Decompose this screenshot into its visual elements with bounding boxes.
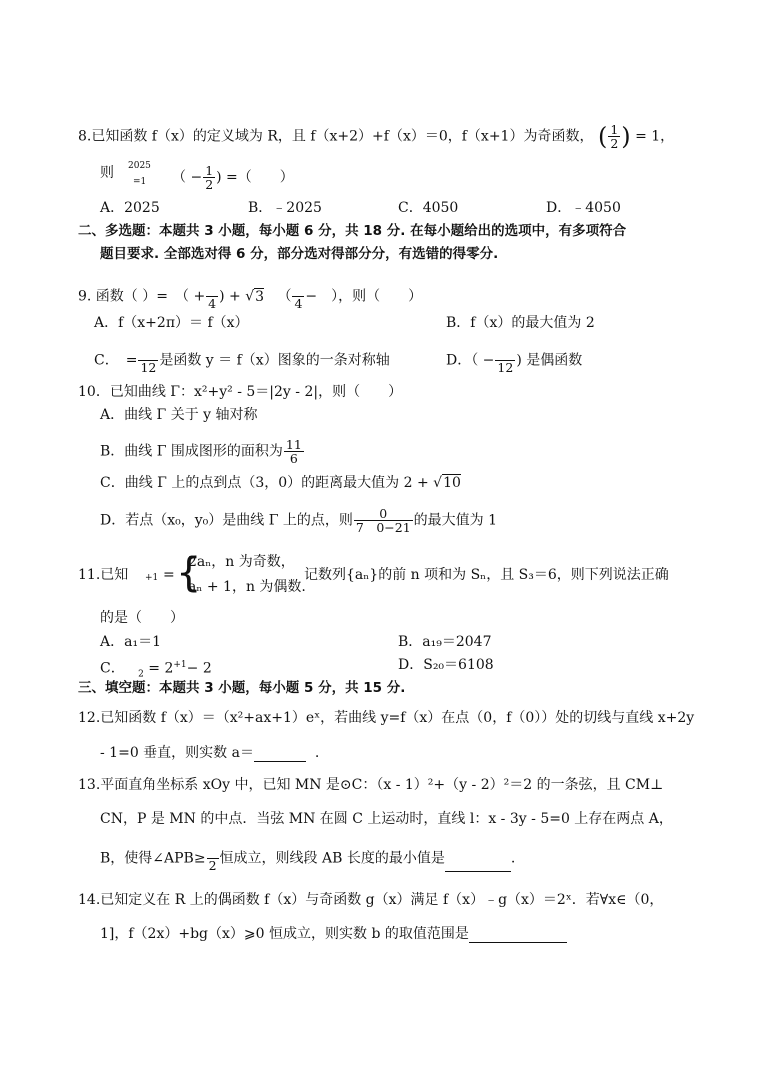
q8-line2-expr: （ − $\frac{1}{2}$ ) =（ ） [172, 163, 294, 192]
q8-stem: 8.已知函数 f（x）的定义域为 R，且 f（x+2）+f（x）＝0，f（x+1）为奇函数， [78, 128, 594, 145]
q9-stem: 9. 函数（ ）= （ + 4 ) + √3 （ 4 − ），则（ ） [78, 283, 422, 310]
q11-option-b: B．a₁₉＝2047 [398, 634, 492, 650]
q10-option-a: A．曲线 Γ 关于 y 轴对称 [100, 407, 258, 423]
q8-option-c: C．4050 [398, 200, 459, 216]
q11-line2: 的是（ ） [100, 610, 184, 626]
q14-line1: 14.已知定义在 R 上的偶函数 f（x）与奇函数 g（x）满足 f（x）﹣g（x）＝2ˣ．若∀x∈（0， [78, 892, 664, 908]
q8-fraction-neg-half: $\frac{1}{2}$ [205, 163, 214, 192]
q12-line1: 12.已知函数 f（x）＝（x²+ax+1）eˣ，若曲线 y=f（x）在点（0，f（0））处的切线与直线 x+2y [78, 710, 695, 726]
q10-stem: 10．已知曲线 Γ：x²+y² - 5＝|2y - 2|，则（ ） [78, 384, 403, 400]
q13-answer-blank[interactable] [445, 857, 511, 872]
q11-case1: 2aₙ，n 为奇数， [188, 554, 295, 570]
q11-pre: 11.已知 [78, 567, 129, 583]
q11-option-d: D．S₂₀＝6108 [398, 657, 494, 673]
q9-option-a: A．f（x+2π）＝ f（x） [94, 315, 249, 331]
section2-heading-cont: 题目要求. 全部选对得 6 分，部分选对得部分分，有选错的得零分. [100, 246, 499, 262]
q13-line2: CN，P 是 MN 的中点．当弦 MN 在圆 C 上运动时，直线 l：x - 3y - 5=0 上存在两点 A， [100, 811, 673, 827]
q11-eq: = [163, 567, 175, 583]
section3-heading: 三、填空题：本题共 3 小题，每小题 5 分，共 15 分. [78, 680, 406, 696]
q11-subscript: +1 [145, 573, 159, 583]
q13-line1: 13.平面直角坐标系 xOy 中，已知 MN 是⊙C：（x - 1）²+（y - 2）²＝2 的一条弦，且 CM⊥ [78, 777, 664, 793]
q10-option-b: B．曲线 Γ 围成图形的面积为 $\frac{11}{6}$ [100, 437, 302, 466]
q13-line3: B，使得∠APB≥ 2 恒成立，则线段 AB 长度的最小值是 . [100, 845, 515, 872]
q12-line2: - 1=0 垂直，则实数 a＝ . [100, 745, 320, 761]
q10-option-d: D．若点（x₀，y₀）是曲线 Γ 上的点，则 $\frac{0}{7 0-21}$ 的最大值为 1 [100, 506, 498, 535]
q8-fraction-half: $\frac{1}{2}$ [610, 122, 619, 151]
q11-brace: { [176, 550, 202, 596]
q11-option-a: A．a₁＝1 [100, 634, 161, 650]
section2-heading: 二、多选题：本题共 3 小题，每小题 6 分，共 18 分. 在每小题给出的选项中，有多项符合 [78, 223, 627, 239]
q12-answer-blank[interactable] [254, 747, 306, 762]
q8-option-d: D．﹣4050 [546, 200, 621, 216]
q9-option-d: D．（ − 12 ) 是偶函数 [446, 347, 582, 374]
q10-option-c: C．曲线 Γ 上的点到点（3，0）的距离最大值为 2 + √10 [100, 475, 461, 491]
q8-line1: 8.已知函数 f（x）的定义域为 R，且 f（x+2）+f（x）＝0，f（x+1）为奇函数， ( $\frac{1}{2}$ ) = 1， [78, 122, 675, 151]
q11-case2: aₙ + 1，n 为偶数. [188, 579, 306, 595]
q8-value: = 1， [635, 128, 675, 145]
q9-option-c: C． = 12 是函数 y ＝ f（x）图象的一条对称轴 [94, 347, 390, 374]
q8-option-b: B．﹣2025 [248, 200, 322, 216]
q9-option-b: B．f（x）的最大值为 2 [446, 315, 595, 331]
q8-line2 [100, 164, 114, 182]
q14-answer-blank[interactable] [469, 928, 567, 943]
q14-line2: 1]，f（2x）+bg（x）⩾0 恒成立，则实数 b 的取值范围是 [100, 925, 567, 943]
q8-then: 则 [100, 165, 114, 181]
sum-upper-limit: 2025 [128, 161, 151, 171]
sum-lower-limit: =1 [133, 177, 147, 187]
q8-option-a: A．2025 [100, 200, 160, 216]
q11-post: 记数列{aₙ}的前 n 项和为 Sₙ，且 S₃＝6，则下列说法正确 [304, 567, 669, 583]
q11-option-c: C． $_2 = 2^{+1}- 2$ [100, 660, 212, 680]
